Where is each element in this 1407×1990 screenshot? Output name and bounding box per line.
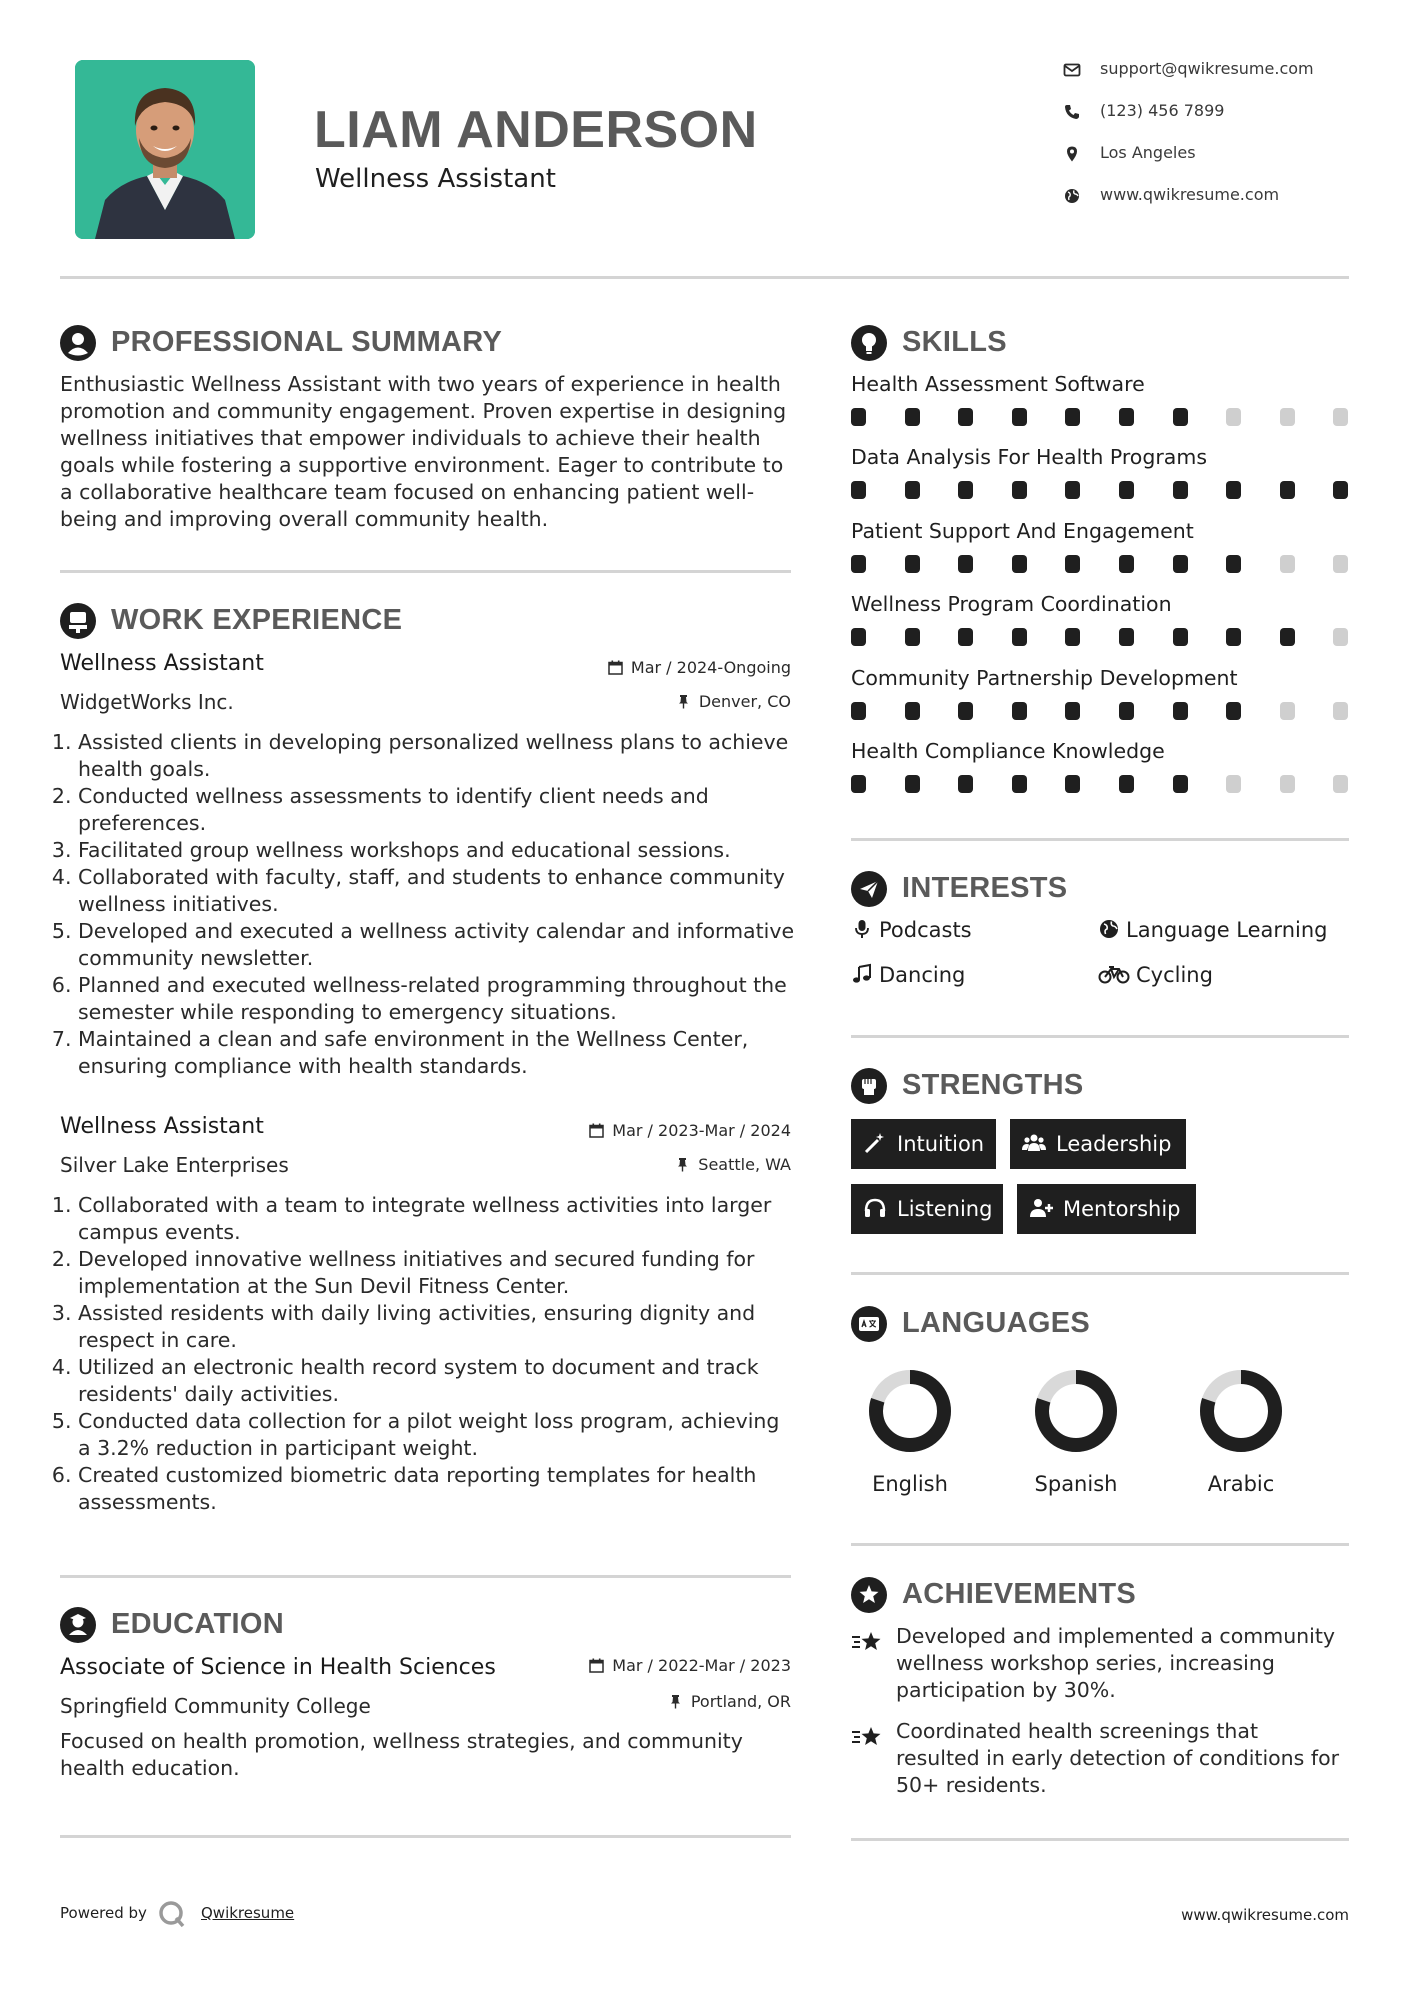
strengths-heading: STRENGTHS	[902, 1069, 1084, 1101]
skill-dot-filled	[1065, 775, 1080, 793]
strength-tag	[851, 1184, 1003, 1234]
responsibility-item: 3. Assisted residents with daily living activities, ensuring dignity and respect in care.	[78, 1300, 798, 1354]
achievement-line: 50+ residents.	[896, 1773, 1047, 1797]
skill-dot-filled	[1173, 481, 1188, 499]
skill-dot-filled	[1333, 481, 1348, 499]
footer-website-link[interactable]: www.qwikresume.com	[1181, 1906, 1349, 1924]
pushpin-icon	[676, 694, 691, 709]
headphones-icon	[863, 1188, 887, 1212]
powered-by-label: Powered by	[60, 1904, 147, 1922]
achievement-line: wellness workshop series, increasing	[896, 1651, 1275, 1675]
summary-heading: PROFESSIONAL SUMMARY	[111, 326, 503, 358]
achievement-line: resulted in early detection of conditions for	[896, 1746, 1340, 1770]
skill-dot-filled	[1065, 481, 1080, 499]
paper-plane-icon	[851, 871, 887, 907]
education-desc-line: Focused on health promotion, wellness strategies, and community	[60, 1729, 743, 1753]
interest-item	[851, 963, 965, 987]
skill-dot-filled	[851, 481, 866, 499]
skill-dot-filled	[1173, 555, 1188, 573]
skill-dot-filled	[1119, 628, 1134, 646]
skill-dot-empty	[1333, 408, 1348, 426]
skill-dot-filled	[905, 775, 920, 793]
responsibility-item: 4. Utilized an electronic health record system to document and track residents' daily activities.	[78, 1354, 798, 1408]
responsibility-item: 2. Developed innovative wellness initiatives and secured funding for implementation at the Sun Devil Fitness Center.	[78, 1246, 798, 1300]
skills-heading: SKILLS	[902, 326, 1007, 358]
skill-dot-filled	[1012, 555, 1027, 573]
microphone-icon	[851, 918, 873, 940]
profile-photo	[75, 60, 255, 239]
job-title: Wellness Assistant	[60, 651, 264, 676]
education-desc-line: health education.	[60, 1756, 240, 1780]
summary-line: being and improving overall community health.	[60, 507, 549, 531]
experience-divider	[60, 1575, 791, 1578]
job-dates	[480, 1121, 791, 1140]
language-gauge	[1028, 1363, 1124, 1459]
skill-dot-filled	[958, 702, 973, 720]
skill-dot-filled	[905, 408, 920, 426]
skill-dot-filled	[1012, 481, 1027, 499]
shooting-star-icon	[851, 1628, 887, 1656]
responsibility-item: 7. Maintained a clean and safe environment in the Wellness Center, ensuring compliance with health standards.	[78, 1026, 798, 1080]
responsibility-item: 1. Assisted clients in developing personalized wellness plans to achieve health goals.	[78, 729, 798, 783]
education-heading: EDUCATION	[111, 1608, 284, 1640]
skill-rating	[851, 775, 1341, 793]
summary-line: wellness initiatives that empower individuals to achieve their health	[60, 426, 761, 450]
skill-rating	[851, 555, 1341, 573]
languages-divider	[851, 1543, 1349, 1546]
skill-name: Health Compliance Knowledge	[851, 739, 1165, 763]
skill-dot-filled	[1012, 408, 1027, 426]
skill-dot-empty	[1226, 408, 1241, 426]
globe-icon	[1063, 187, 1081, 205]
achievement-line: participation by 30%.	[896, 1678, 1116, 1702]
achievements-divider	[851, 1838, 1349, 1841]
brand-link[interactable]: Qwikresume	[201, 1904, 295, 1922]
contact-location	[1063, 142, 1363, 166]
skill-dot-empty	[1333, 555, 1348, 573]
experience-heading: WORK EXPERIENCE	[111, 604, 403, 636]
skill-dot-filled	[1280, 628, 1295, 646]
users-icon	[1022, 1123, 1046, 1147]
skill-name: Patient Support And Engagement	[851, 518, 1194, 543]
skill-dot-empty	[1280, 702, 1295, 720]
user-plus-icon	[1029, 1188, 1053, 1212]
company-name: WidgetWorks Inc.	[60, 690, 234, 714]
skill-dot-empty	[1280, 775, 1295, 793]
achievement-line: Coordinated health screenings that	[896, 1719, 1258, 1743]
achievement-item	[896, 1623, 1356, 1704]
summary-line: a collaborative healthcare team focused on enhancing patient well-	[60, 480, 755, 504]
strength-label: Mentorship	[1063, 1197, 1181, 1221]
skill-dot-filled	[958, 628, 973, 646]
job-dates-text: Mar / 2023-Mar / 2024	[612, 1121, 791, 1140]
contact-email[interactable]	[1063, 58, 1363, 82]
graduate-icon	[60, 1607, 96, 1643]
skill-dot-filled	[905, 702, 920, 720]
responsibility-item: 4. Collaborated with faculty, staff, and students to enhance community wellness initiatives.	[78, 864, 798, 918]
skill-dot-filled	[1012, 775, 1027, 793]
skill-dot-filled	[1226, 555, 1241, 573]
interest-item	[851, 918, 972, 942]
calendar-icon	[589, 1123, 604, 1138]
responsibility-item: 6. Created customized biometric data reporting templates for health assessments.	[78, 1462, 798, 1516]
skill-dot-filled	[1280, 481, 1295, 499]
contact-phone[interactable]	[1063, 100, 1363, 124]
skill-dot-filled	[1012, 628, 1027, 646]
user-circle-icon	[60, 325, 96, 361]
skill-dot-empty	[1280, 408, 1295, 426]
skill-rating	[851, 481, 1341, 499]
strength-label: Leadership	[1056, 1132, 1172, 1156]
email-text: support@qwikresume.com	[1100, 59, 1314, 78]
globe-icon	[1098, 918, 1120, 940]
skill-dot-filled	[958, 481, 973, 499]
strength-tag	[851, 1119, 996, 1169]
phone-icon	[1063, 103, 1081, 121]
skill-dot-filled	[905, 628, 920, 646]
strength-tag	[1010, 1119, 1186, 1169]
interest-label: Cycling	[1136, 963, 1213, 987]
job-dates	[480, 658, 791, 677]
skill-rating	[851, 702, 1341, 720]
skill-dot-filled	[1226, 481, 1241, 499]
magic-wand-icon	[863, 1123, 887, 1147]
skill-dot-filled	[851, 555, 866, 573]
education-location	[480, 1692, 791, 1711]
skill-name: Health Assessment Software	[851, 372, 1145, 396]
responsibility-item: 3. Facilitated group wellness workshops and educational sessions.	[78, 837, 798, 864]
languages-heading: LANGUAGES	[902, 1307, 1090, 1339]
skill-dot-filled	[1065, 408, 1080, 426]
degree-title: Associate of Science in Health Sciences	[60, 1655, 496, 1680]
location-text: Los Angeles	[1100, 143, 1196, 162]
education-dates	[480, 1656, 791, 1675]
interest-label: Dancing	[879, 963, 966, 987]
job-responsibilities	[53, 1192, 798, 1516]
interests-divider	[851, 1035, 1349, 1038]
skill-dot-filled	[1119, 481, 1134, 499]
skill-dot-filled	[851, 628, 866, 646]
raised-fist-icon	[851, 1068, 887, 1104]
skill-dot-filled	[1012, 702, 1027, 720]
responsibility-item: 6. Planned and executed wellness-related programming throughout the semester while responding to emergency situations.	[78, 972, 798, 1026]
header-divider	[60, 276, 1349, 279]
skill-dot-filled	[851, 702, 866, 720]
skill-name: Data Analysis For Health Programs	[851, 445, 1207, 470]
responsibility-item: 5. Conducted data collection for a pilot weight loss program, achieving a 3.2% reduction in participant weight.	[78, 1408, 798, 1462]
skill-dot-empty	[1333, 702, 1348, 720]
interest-label: Podcasts	[879, 918, 972, 942]
calendar-icon	[589, 1658, 604, 1673]
skill-dot-filled	[1173, 408, 1188, 426]
job-title: Wellness Assistant	[60, 1114, 264, 1139]
contact-website[interactable]	[1063, 184, 1363, 208]
skill-rating	[851, 628, 1341, 646]
skill-dot-filled	[1065, 628, 1080, 646]
job-location	[480, 1155, 791, 1174]
education-description	[60, 1728, 800, 1782]
skill-name: Wellness Program Coordination	[851, 592, 1172, 617]
summary-text	[60, 371, 800, 533]
star-badge-icon	[851, 1577, 887, 1613]
calendar-icon	[608, 660, 623, 675]
education-divider	[60, 1835, 791, 1838]
skill-dot-filled	[1173, 628, 1188, 646]
skill-dot-empty	[1333, 775, 1348, 793]
language-label: Arabic	[1207, 1472, 1275, 1496]
responsibility-item: 1. Collaborated with a team to integrate wellness activities into larger campus events.	[78, 1192, 798, 1246]
interest-item	[1098, 918, 1327, 942]
skill-dot-filled	[1065, 702, 1080, 720]
skill-dot-filled	[958, 775, 973, 793]
job-location-text: Denver, CO	[698, 692, 791, 711]
skill-dot-filled	[1119, 702, 1134, 720]
language-card-icon	[851, 1306, 887, 1342]
skill-dot-filled	[905, 481, 920, 499]
school-name: Springfield Community College	[60, 1694, 371, 1718]
strength-label: Listening	[897, 1197, 993, 1221]
responsibility-item: 2. Conducted wellness assessments to identify client needs and preferences.	[78, 783, 798, 837]
interest-label: Language Learning	[1126, 918, 1328, 942]
phone-text: (123) 456 7899	[1100, 101, 1225, 120]
education-dates-text: Mar / 2022-Mar / 2023	[612, 1656, 791, 1675]
skill-dot-filled	[851, 408, 866, 426]
responsibility-item: 5. Developed and executed a wellness activity calendar and informative community newsletter.	[78, 918, 798, 972]
achievements-heading: ACHIEVEMENTS	[902, 1578, 1137, 1610]
language-gauge	[862, 1363, 958, 1459]
job-location	[480, 692, 791, 711]
summary-line: Enthusiastic Wellness Assistant with two years of experience in health	[60, 372, 781, 396]
skill-dot-filled	[958, 408, 973, 426]
pushpin-icon	[675, 1157, 690, 1172]
skill-rating	[851, 408, 1341, 426]
pushpin-icon	[668, 1694, 683, 1709]
interest-item	[1098, 963, 1213, 987]
skill-dot-empty	[1333, 628, 1348, 646]
language-gauge	[1193, 1363, 1289, 1459]
job-responsibilities	[53, 729, 798, 1080]
lightbulb-icon	[851, 325, 887, 361]
summary-line: goals while fostering a supportive environment. Eager to contribute to	[60, 453, 784, 477]
skill-dot-filled	[958, 555, 973, 573]
skill-name: Community Partnership Development	[851, 665, 1238, 690]
skill-dot-empty	[1226, 775, 1241, 793]
summary-line: promotion and community engagement. Proven expertise in designing	[60, 399, 787, 423]
achievement-item	[896, 1718, 1356, 1799]
strength-tag	[1017, 1184, 1196, 1234]
language-label: English	[872, 1472, 948, 1496]
candidate-title: Wellness Assistant	[315, 164, 556, 194]
education-location-text: Portland, OR	[690, 1692, 791, 1711]
skill-dot-filled	[1119, 775, 1134, 793]
skill-dot-filled	[851, 775, 866, 793]
company-name: Silver Lake Enterprises	[60, 1153, 289, 1177]
job-location-text: Seattle, WA	[698, 1155, 791, 1174]
music-note-icon	[851, 963, 873, 985]
skill-dot-empty	[1280, 555, 1295, 573]
skill-dot-filled	[1119, 555, 1134, 573]
achievement-line: Developed and implemented a community	[896, 1624, 1336, 1648]
strength-label: Intuition	[897, 1132, 985, 1156]
location-pin-icon	[1063, 145, 1081, 163]
skill-dot-filled	[1173, 702, 1188, 720]
job-dates-text: Mar / 2024-Ongoing	[630, 658, 791, 677]
website-text: www.qwikresume.com	[1100, 185, 1280, 204]
candidate-name: LIAM ANDERSON	[314, 101, 758, 159]
briefcase-icon	[60, 603, 96, 639]
language-label: Spanish	[1034, 1472, 1118, 1496]
skill-dot-filled	[1173, 775, 1188, 793]
skills-divider	[851, 838, 1349, 841]
skill-dot-filled	[1226, 702, 1241, 720]
bicycle-icon	[1098, 963, 1130, 985]
interests-heading: INTERESTS	[902, 872, 1068, 904]
skill-dot-filled	[1226, 628, 1241, 646]
summary-divider	[60, 570, 791, 573]
shooting-star-icon	[851, 1723, 887, 1751]
qwikresume-logo-icon	[157, 1899, 187, 1929]
email-icon	[1063, 61, 1081, 79]
strengths-divider	[851, 1272, 1349, 1275]
skill-dot-filled	[1119, 408, 1134, 426]
skill-dot-filled	[905, 555, 920, 573]
skill-dot-filled	[1065, 555, 1080, 573]
